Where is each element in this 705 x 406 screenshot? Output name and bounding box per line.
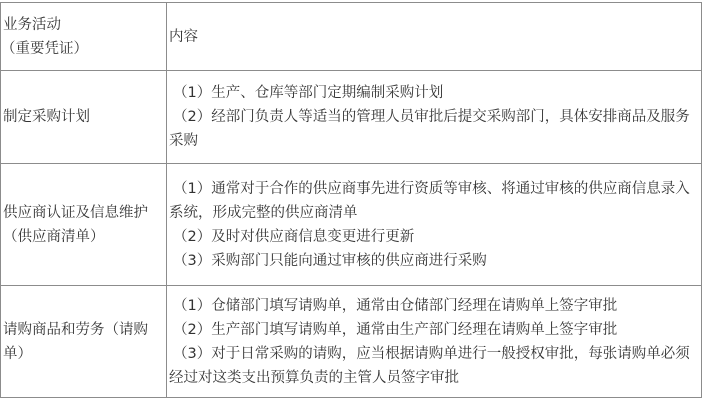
header-activity-cell (1, 3, 167, 71)
activity-cell (1, 71, 167, 164)
header-activity-label: 业务活动 (3, 16, 61, 33)
content-item: （2）及时对供应商信息变更进行更新 (173, 228, 415, 245)
activity-cell (1, 286, 167, 398)
header-activity-sublabel: （重要凭证） (1, 40, 88, 57)
content-item: （1）通常对于合作的供应商事先进行资质等审核、将通过审核的供应商信息录入系统，形成完整的供应商清单 (169, 180, 690, 221)
header-content-cell (167, 3, 702, 71)
table-row (1, 164, 702, 286)
content-cell (167, 71, 702, 164)
content-item: （3）采购部门只能向通过审核的供应商进行采购 (173, 252, 487, 269)
activity-label: 供应商认证及信息维护（供应商清单） (3, 204, 148, 245)
table-row (1, 71, 702, 164)
content-item: （2）经部门负责人等适当的管理人员审批后提交采购部门，具体安排商品及服务采购 (169, 109, 690, 149)
content-item: （2）生产部门填写请购单，通常由生产部门经理在请购单上签字审批 (173, 321, 618, 338)
content-cell (167, 164, 702, 286)
content-item: （1）生产、仓库等部门定期编制采购计划 (173, 85, 444, 101)
content-cell (167, 286, 702, 398)
table-row (1, 286, 702, 398)
activity-label: 请购商品和劳务（请购单） (3, 321, 148, 362)
activity-label: 制定采购计划 (3, 109, 90, 125)
header-content-label: 内容 (169, 28, 198, 45)
procurement-process-table (0, 2, 702, 398)
content-item: （3）对于日常采购的请购，应当根据请购单进行一般授权审批，每张请购单必须经过对这类支出预算负责的主管人员签字审批 (169, 345, 690, 386)
activity-cell (1, 164, 167, 286)
table-header-row (1, 3, 702, 71)
content-item: （1）仓储部门填写请购单，通常由仓储部门经理在请购单上签字审批 (173, 297, 618, 314)
